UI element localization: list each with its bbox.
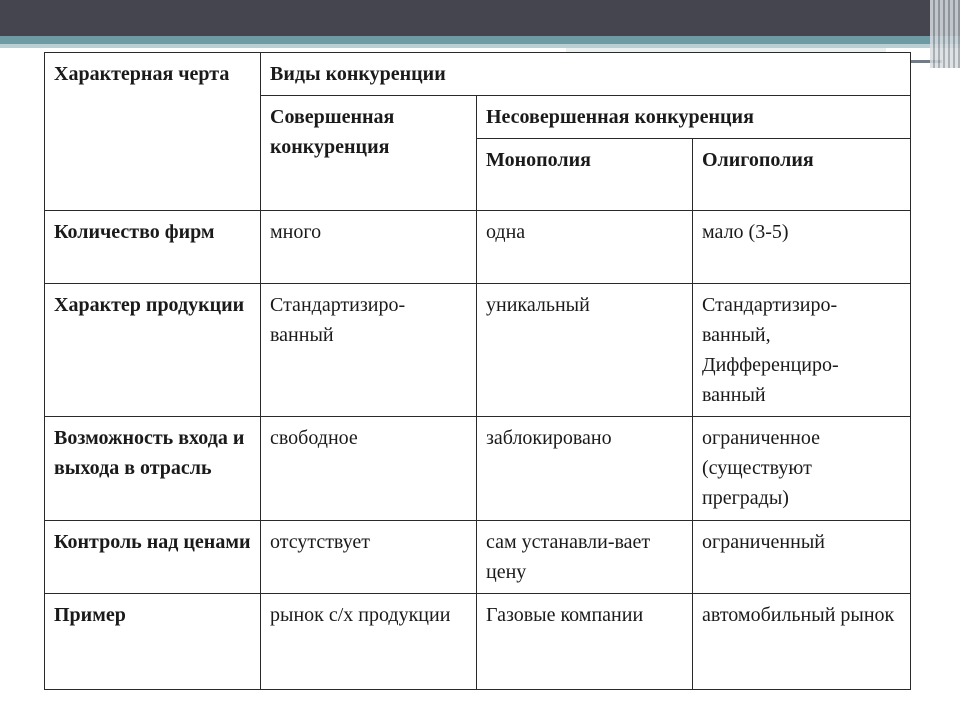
cell-oligopoly: автомобильный рынок — [693, 594, 911, 690]
table-row — [45, 211, 911, 284]
cell-perfect: много — [261, 211, 477, 284]
table-row — [45, 521, 911, 594]
cell-monopoly: Газовые компании — [477, 594, 693, 690]
row-label: Контроль над ценами — [45, 521, 261, 594]
table-row — [45, 284, 911, 417]
cell-perfect: рынок с/х продукции — [261, 594, 477, 690]
row-label: Характер продукции — [45, 284, 261, 417]
cell-oligopoly: ограниченное (существуют преграды) — [693, 417, 911, 521]
cell-perfect: свободное — [261, 417, 477, 521]
cell-perfect: Стандартизиро-ванный — [261, 284, 477, 417]
cell-monopoly: заблокировано — [477, 417, 693, 521]
header-monopoly: Монополия — [477, 139, 693, 211]
table-header-row-1 — [45, 53, 911, 96]
header-feature: Характерная черта — [45, 53, 261, 211]
row-label: Количество фирм — [45, 211, 261, 284]
table-row — [45, 417, 911, 521]
cell-oligopoly: мало (3-5) — [693, 211, 911, 284]
row-label: Возможность входа и выхода в отрасль — [45, 417, 261, 521]
slide-accent-strip — [0, 36, 960, 44]
competition-types-table — [44, 52, 911, 690]
row-label: Пример — [45, 594, 261, 690]
cell-monopoly: одна — [477, 211, 693, 284]
cell-oligopoly: Стандартизиро-ванный, Дифференциро-ванный — [693, 284, 911, 417]
cell-oligopoly: ограниченный — [693, 521, 911, 594]
cell-perfect: отсутствует — [261, 521, 477, 594]
header-imperfect-competition: Несовершенная конкуренция — [477, 96, 911, 139]
cell-monopoly: уникальный — [477, 284, 693, 417]
cell-monopoly: сам устанавли-вает цену — [477, 521, 693, 594]
slide-corner-decoration — [930, 0, 960, 68]
slide-header-band — [0, 0, 960, 36]
table-row — [45, 594, 911, 690]
header-competition-types: Виды конкуренции — [261, 53, 911, 96]
header-perfect-competition: Совершенная конкуренция — [261, 96, 477, 211]
header-oligopoly: Олигополия — [693, 139, 911, 211]
